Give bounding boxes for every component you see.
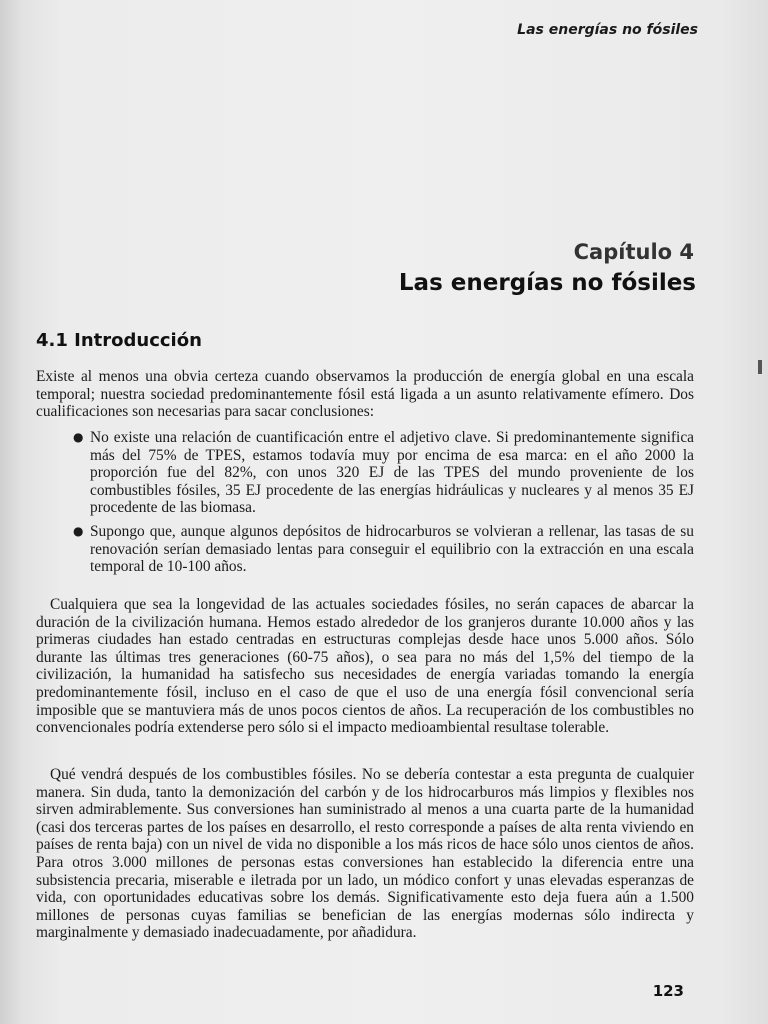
page-number: 123 [652, 982, 684, 1000]
chapter-title: Las energías no fósiles [398, 270, 696, 296]
bullet-list [70, 429, 694, 582]
bullet-text: Supongo que, aunque algunos depósitos de hidrocarburos se volvieran a rellenar, las tasas de su renovación serían demasiado lentas para conseguir el equilibrio con la extracción en una escala temporal de 10-100 años. [90, 522, 694, 576]
running-head: Las energías no fósiles [517, 22, 698, 38]
chapter-number: Capítulo 4 [573, 240, 694, 264]
bullet-item [70, 429, 694, 517]
section-heading: 4.1 Introducción [36, 330, 202, 351]
bullet-icon: ● [73, 523, 84, 538]
intro-paragraph: Existe al menos una obvia certeza cuando observamos la producción de energía global en una escala temporal; nuestra sociedad predominantemente fósil está ligada a un asunto relativamente efímero. Dos cualificaciones son necesarias para sacar conclusiones: [36, 368, 694, 421]
paragraph-future: Qué vendrá después de los combustibles fósiles. No se debería contestar a esta pregunta de cualquier manera. Sin duda, tanto la demonización del carbón y de los hidrocarburos más limpios y flexibles nos sirven admirablemente. Sus conversiones han suministrado al menos a una cuarta parte de la humanidad (casi dos terceras partes de los países en desarrollo, el resto corresponde a países de alta renta viviendo en países de renta baja) con un nivel de vida no disponible a los más ricos de hace sólo unos cientos de años. Para otros 3.000 millones de personas estas conversiones han establecido la diferencia entre una subsistencia precaria, miserable e iletrada por un lado, un módico confort y unas elevadas esperanzas de vida, con oportunidades educativas sobre los demás. Significativamente esto deja fuera aún a 1.500 millones de personas cuyas familias se benefician de las energías modernas sólo indirecta y marginalmente y demasiado inadecuadamente, por añadidura. [36, 766, 694, 942]
page-edge-mark [758, 360, 762, 374]
bullet-icon: ● [73, 430, 84, 444]
bullet-text: No existe una relación de cuantificación entre el adjetivo clave. Si predominantemente significa más del 75% de TPES, estamos todavía muy por encima de esa marca: en el año 2000 la proporción fue del 82%, con unos 320 EJ de las TPES del mundo proveniente de los combustibles fósiles, 35 EJ procedente de las energías hidráulicas y nucleares y al menos 35 EJ procedente de las biomasa. [90, 429, 694, 517]
paragraph-civilization: Cualquiera que sea la longevidad de las actuales sociedades fósiles, no serán capaces de abarcar la duración de la civilización humana. Hemos estado alrededor de los granjeros durante 10.000 años y las primeras ciudades han estado centradas en estructuras complejas desde hace unos 5.000 años. Sólo durante las últimas tres generaciones (60-75 años), o sea para no más del 1,5% del tiempo de la civilización, la humanidad ha satisfecho sus necesidades de energía variadas tomando la energía predominantemente fósil, incluso en el caso de que el uso de una energía fósil convencional sería imposible que se mantuviera más de unos pocos cientos de años. La recuperación de los combustibles no convencionales podría extenderse pero sólo si el impacto medioambiental resultase tolerable. [36, 596, 694, 737]
bullet-item [70, 523, 694, 576]
